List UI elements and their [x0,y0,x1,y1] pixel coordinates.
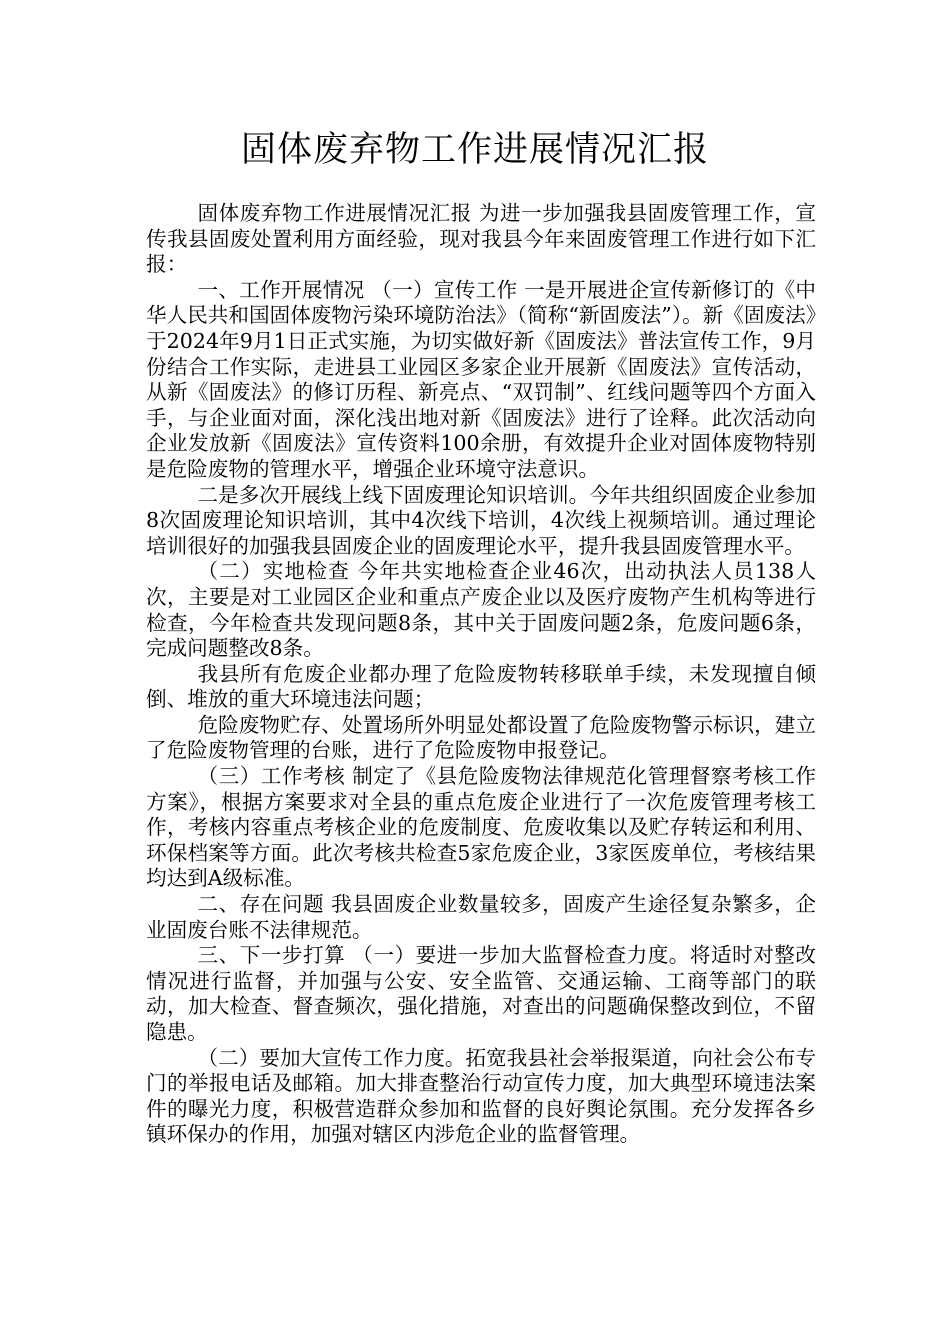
paragraph-assessment: （三）工作考核 制定了《县危险废物法律规范化管理督察考核工作方案》，根据方案要求对全县的重点危废企业进行了一次危废管理考核工作，考核内容重点考核企业的危废制度、危废收集以及贮存转运和利用、环保档案等方面。此次考核共检查5家危废企业，3家医废单位，考核结果均达到A级标准。 [146,764,816,891]
paragraph-intro: 固体废弃物工作进展情况汇报 为进一步加强我县固废管理工作，宣传我县固废处置利用方面经验，现对我县今年来固废管理工作进行如下汇报： [146,201,816,277]
paragraph-field-inspection: （二）实地检查 今年共实地检查企业46次，出动执法人员138人次，主要是对工业园区企业和重点产废企业以及医疗废物产生机构等进行检查，今年检查共发现问题8条，其中关于固废问题2条，危废问题6条，完成问题整改8条。 [146,559,816,661]
document-body [146,201,816,1148]
paragraph-warning-signs: 危险废物贮存、处置场所外明显处都设置了危险废物警示标识，建立了危险废物管理的台账，进行了危险废物申报登记。 [146,712,816,763]
document-title: 固体废弃物工作进展情况汇报 [240,130,709,170]
paragraph-next-steps-supervision: 三、下一步打算 （一）要进一步加大监督检查力度。将适时对整改情况进行监督，并加强与公安、安全监管、交通运输、工商等部门的联动，加大检查、督查频次，强化措施，对查出的问题确保整改到位，不留隐患。 [146,943,816,1044]
paragraph-problems: 二、存在问题 我县固废企业数量较多，固废产生途径复杂繁多，企业固废台账不法律规范。 [146,892,816,942]
paragraph-transfer-manifest: 我县所有危废企业都办理了危险废物转移联单手续，未发现擅自倾倒、堆放的重大环境违法问题； [146,661,816,712]
paragraph-work-progress-publicity: 一、工作开展情况 （一）宣传工作 一是开展进企宣传新修订的《中华人民共和国固体废物污染环境防治法》（简称“新固废法”）。新《固废法》于2024年9月1日正式实施，为切实做好新《固废法》普法宣传工作，9月份结合工作实际，走进县工业园区多家企业开展新《固废法》宣传活动，从新《固废法》的修订历程、新亮点、“双罚制”、红线问题等四个方面入手，与企业面对面，深化浅出地对新《固废法》进行了诠释。此次活动向企业发放新《固废法》宣传资料100余册，有效提升企业对固体废物特别是危险废物的管理水平，增强企业环境守法意识。 [146,277,816,481]
paragraph-next-steps-publicity: （二）要加大宣传工作力度。拓宽我县社会举报渠道，向社会公布专门的举报电话及邮箱。加大排查整治行动宣传力度，加大典型环境违法案件的曝光力度，积极营造群众参加和监督的良好舆论氛围。充分发挥各乡镇环保办的作用，加强对辖区内涉危企业的监督管理。 [146,1045,816,1147]
paragraph-training: 二是多次开展线上线下固废理论知识培训。今年共组织固废企业参加8次固废理论知识培训，其中4次线下培训，4次线上视频培训。通过理论培训很好的加强我县固废企业的固废理论水平，提升我县固废管理水平。 [146,482,816,558]
